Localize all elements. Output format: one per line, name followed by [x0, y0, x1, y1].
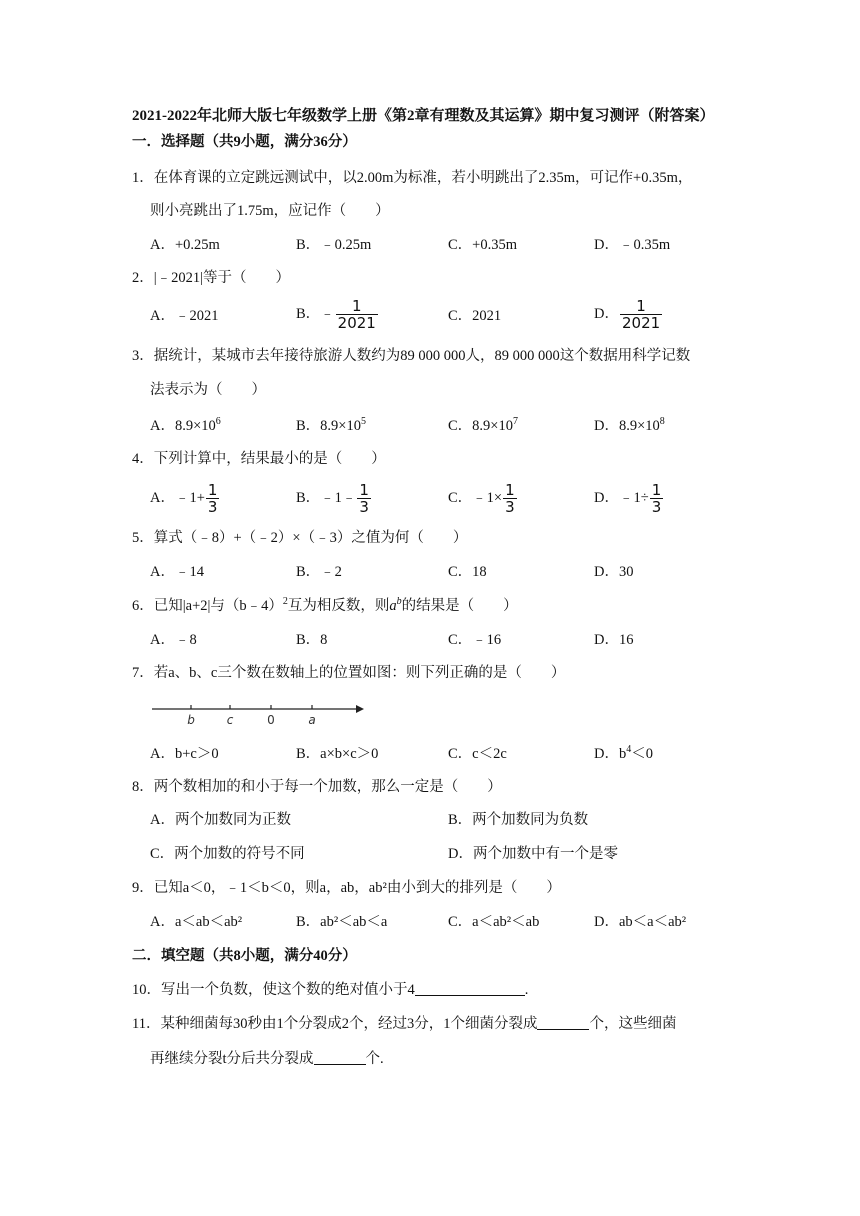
question-1-stem-cont: 则小亮跳出了1.75m，应记作（ ） — [150, 203, 390, 219]
question-8-option-b: B．两个加数同为负数 — [448, 812, 589, 828]
question-5-option-b: B．﹣2 — [296, 564, 342, 580]
question-10-stem: 10．写出一个负数，使这个数的绝对值小于4 . — [132, 982, 529, 998]
answer-blank[interactable] — [537, 1015, 589, 1030]
fraction: $\frac{1}{2021}$ — [337, 297, 376, 332]
question-5-option-c: C．18 — [448, 564, 487, 580]
question-4-option-c: C．﹣1× $\frac{1}{3}$ — [448, 481, 515, 516]
question-6-option-d: D．16 — [594, 632, 634, 648]
question-7-option-b: B．a×b×c＞0 — [296, 746, 379, 762]
question-3-option-b: B．$8.9\times 10^5$ — [296, 416, 366, 434]
question-6-stem: 6．已知|a+2|与（b﹣4）$^2$互为相反数，则$a^b$的结果是（ ） — [132, 596, 518, 614]
question-2-option-d: D． $\frac{1}{2021}$ — [594, 297, 661, 332]
document-title: 2021-2022年北师大版七年级数学上册《第2章有理数及其运算》期中复习测评（附答案） — [132, 108, 715, 124]
question-5-option-d: D．30 — [594, 564, 634, 580]
question-2-option-c: C．2021 — [448, 308, 502, 324]
question-2-option-a: A．﹣2021 — [150, 308, 219, 324]
axis-label-0: 0 — [267, 713, 275, 727]
question-3-option-d: D．$8.9\times 10^8$ — [594, 416, 665, 434]
question-7-option-d: D．$b^4<0$ — [594, 744, 653, 762]
section-heading-choice: 一．选择题（共9小题，满分36分） — [132, 134, 357, 150]
question-2-stem: 2．|﹣2021|等于（ ） — [132, 270, 291, 286]
question-3-option-c: C．$8.9\times 10^7$ — [448, 416, 518, 434]
question-8-option-a: A．两个加数同为正数 — [150, 812, 291, 828]
question-11-stem: 11．某种细菌每30秒由1个分裂成2个，经过3分，1个细菌分裂成 个，这些细菌 — [132, 1016, 677, 1032]
question-11-stem-cont: 再继续分裂t分后共分裂成 个. — [150, 1051, 384, 1067]
question-3-stem-cont: 法表示为（ ） — [150, 382, 266, 398]
fraction: $\frac{1}{3}$ — [651, 481, 662, 516]
question-7-stem: 7．若a、b、c三个数在数轴上的位置如图：则下列正确的是（ ） — [132, 665, 566, 681]
fraction: $\frac{1}{3}$ — [207, 481, 218, 516]
question-1-option-a: A．+0.25m — [150, 237, 220, 253]
axis-label-b: b — [187, 713, 195, 727]
fraction: $\frac{1}{3}$ — [359, 481, 369, 516]
answer-blank[interactable] — [314, 1050, 366, 1065]
axis-label-c: c — [226, 713, 234, 727]
question-7-option-c: C．c＜2c — [448, 746, 507, 762]
question-8-option-c: C．两个加数的符号不同 — [150, 846, 305, 862]
number-line-figure — [148, 696, 366, 730]
answer-blank[interactable] — [415, 981, 525, 996]
question-1-option-b: B．﹣0.25m — [296, 237, 372, 253]
question-5-stem: 5．算式（﹣8）+（﹣2）×（﹣3）之值为何（ ） — [132, 530, 468, 546]
section-heading-fill: 二．填空题（共8小题，满分40分） — [132, 948, 357, 964]
question-9-stem: 9．已知a＜0，﹣1＜b＜0，则a，ab，ab²由小到大的排列是（ ） — [132, 880, 561, 896]
question-4-option-d: D．﹣1÷ $\frac{1}{3}$ — [594, 481, 662, 516]
fraction: $\frac{1}{3}$ — [505, 481, 515, 516]
question-9-option-b: B．ab²＜ab＜a — [296, 914, 388, 930]
question-1-option-d: D．﹣0.35m — [594, 237, 671, 253]
question-9-option-a: A．a＜ab＜ab² — [150, 914, 243, 930]
question-4-stem: 4．下列计算中，结果最小的是（ ） — [132, 451, 386, 467]
question-3-stem: 3．据统计，某城市去年接待旅游人数约为89 000 000人，89 000 000这个数据用科学记数 — [132, 348, 691, 364]
question-9-option-c: C．a＜ab²＜ab — [448, 914, 540, 930]
arrow-head-icon — [356, 705, 364, 713]
question-1-stem: 1．在体育课的立定跳远测试中，以2.00m为标准，若小明跳出了2.35m，可记作+0.35m， — [132, 170, 693, 186]
question-4-option-a: A．﹣1+ $\frac{1}{3}$ — [150, 481, 218, 516]
question-9-option-d: D．ab＜a＜ab² — [594, 914, 687, 930]
question-5-option-a: A．﹣14 — [150, 564, 204, 580]
question-1-option-c: C．+0.35m — [448, 237, 518, 253]
question-7-option-a: A．b+c＞0 — [150, 746, 219, 762]
axis-label-a: a — [308, 713, 316, 727]
question-3-option-a: A．$8.9\times 10^6$ — [150, 416, 221, 434]
question-6-option-a: A．﹣8 — [150, 632, 197, 648]
question-8-stem: 8．两个数相加的和小于每一个加数，那么一定是（ ） — [132, 779, 502, 795]
question-8-option-d: D．两个加数中有一个是零 — [448, 846, 618, 862]
question-6-option-b: B．8 — [296, 632, 328, 648]
fraction: $\frac{1}{2021}$ — [621, 297, 661, 332]
question-4-option-b: B．﹣1﹣ $\frac{1}{3}$ — [296, 481, 369, 516]
question-2-option-b: B．﹣ $\frac{1}{2021}$ — [296, 297, 376, 332]
question-6-option-c: C．﹣16 — [448, 632, 502, 648]
